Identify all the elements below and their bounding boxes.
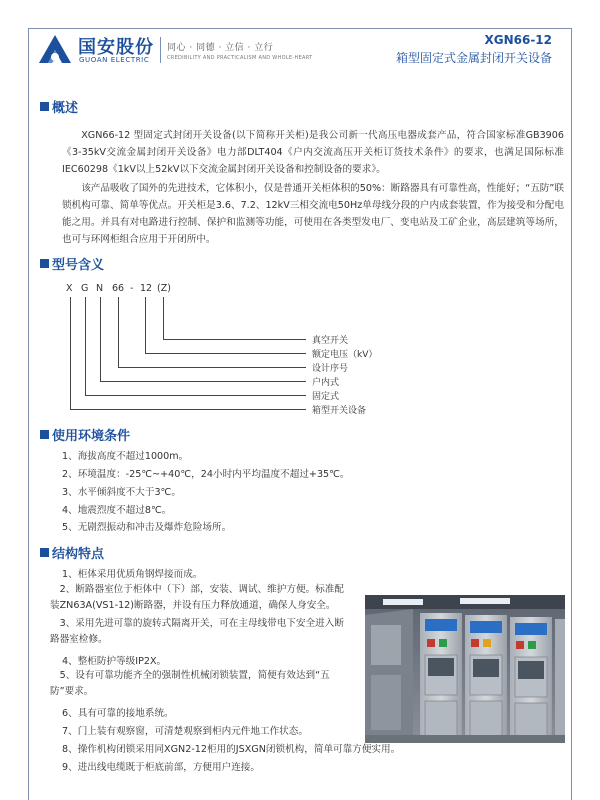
- structure-item: 3、采用先进可靠的旋转式隔离开关，可在主母线带电下安全进入断路器室检修。: [50, 618, 344, 645]
- environment-item: 2、环境温度：-25℃~+40℃，24小时内平均温度不超过+35℃。: [62, 469, 350, 480]
- code-part-66: 66: [112, 283, 125, 294]
- leader-line: [118, 297, 119, 367]
- structure-item: 6、具有可靠的接地系统。: [62, 708, 174, 719]
- section-marker-icon: [40, 548, 49, 557]
- leader-line: [100, 297, 101, 381]
- structure-item: 9、进出线电缆既于柜底前部，方便用户连接。: [62, 762, 260, 773]
- section-overview-title: 概述: [40, 97, 78, 116]
- leader-line: [100, 381, 306, 382]
- section-marker-icon: [40, 102, 49, 111]
- code-label-vacuum-switch: 真空开关: [312, 336, 349, 346]
- code-part-x: X: [66, 283, 73, 294]
- leader-line: [118, 367, 306, 368]
- leader-line: [145, 353, 306, 354]
- brand-name-english: GUOAN ELECTRIC: [79, 56, 150, 64]
- leader-line: [145, 297, 146, 353]
- slogan: 同心 · 同德 · 立信 · 立行: [167, 43, 274, 53]
- environment-item: 1、海拔高度不超过1000m。: [62, 451, 189, 462]
- structure-item: 2、断路器室位于柜体中（下）部，安装、调试、维护方便。标准配装ZN63A(VS1-12)断路器，并设有压力释放通道，确保人身安全。: [50, 584, 344, 611]
- leader-line: [163, 297, 164, 339]
- code-label-design-number: 设计序号: [312, 364, 349, 374]
- structure-item: 7、门上装有观察窗，可清楚观察到柜内元件地工作状态。: [62, 726, 308, 737]
- structure-item: 4、整柜防护等级IP2X。: [62, 656, 167, 667]
- section-model-title: 型号含义: [40, 254, 104, 273]
- section-marker-icon: [40, 259, 49, 268]
- model-code: XGN66-12: [484, 33, 552, 47]
- code-part-g: G: [81, 283, 89, 294]
- product-name: 箱型固定式金属封闭开关设备: [395, 51, 552, 65]
- brand-name: 国安股份: [78, 37, 154, 58]
- leader-line: [163, 339, 306, 340]
- leader-line: [85, 297, 86, 395]
- structure-item: 1、柜体采用优质角钢焊接而成。: [62, 569, 203, 580]
- leader-line: [70, 409, 306, 410]
- code-part-z: (Z): [157, 283, 171, 294]
- logo-icon: [36, 33, 74, 65]
- section-environment-title: 使用环境条件: [40, 425, 130, 444]
- section-structure-title: 结构特点: [40, 543, 104, 562]
- leader-line: [85, 395, 306, 396]
- structure-item: 8、操作机构闭锁采用同XGN2-12柜用的JSXGN闭锁机构，简单可靠方便实用。: [62, 744, 401, 755]
- code-part-12: 12: [140, 283, 153, 294]
- code-label-indoor: 户内式: [312, 378, 340, 388]
- header-divider: [160, 37, 161, 63]
- code-part-n: N: [96, 283, 104, 294]
- overview-paragraph-1: XGN66-12 型固定式封闭开关设备(以下简称开关柜)是我公司新一代高压电器成套产品，符合国家标准GB3906《3-35kV交流金属封闭开关设备》电力部DLT404《户内交流高压开关柜订货技术条件》的要求，也满足国际标准IEC60298《1kV以上52kV以下交流金属封闭开关设备和控制设备的要求》。: [62, 130, 564, 175]
- code-part-dash: -: [130, 283, 134, 294]
- code-label-fixed: 固定式: [312, 392, 340, 402]
- environment-item: 5、无剧烈振动和冲击及爆炸危险场所。: [62, 522, 232, 533]
- environment-item: 4、地震烈度不超过8℃。: [62, 505, 172, 516]
- code-label-box-switchgear: 箱型开关设备: [312, 406, 367, 416]
- structure-item: 5、设有可靠功能齐全的强制性机械闭锁装置，简便有效达到“五防”要求。: [50, 670, 330, 697]
- environment-item: 3、水平倾斜度不大于3℃。: [62, 487, 181, 498]
- switchgear-photo: [365, 595, 565, 743]
- section-marker-icon: [40, 430, 49, 439]
- overview-paragraph-2: 该产品吸收了国外的先进技术，它体积小，仅是普通开关柜体积的50%：断路器具有可靠性高，性能好；“五防”联锁机构可靠、简单等优点。开关柜是3.6、7.2、12kV三相交流电50Hz单母线分段的户内成套装置，作为接受和分配电能之用。并具有对电路进行控制、保护和监测等功能，可使用在各类型发电厂、变电站及工矿企业，高层建筑等场所，也可与环网柜组合应用于开闭所中。: [62, 183, 564, 245]
- leader-line: [70, 297, 71, 409]
- slogan-english: CREDIBILITY AND PRACTICALISM AND WHOLE-HEART: [167, 55, 313, 61]
- code-label-rated-voltage: 额定电压（kV）: [312, 350, 378, 360]
